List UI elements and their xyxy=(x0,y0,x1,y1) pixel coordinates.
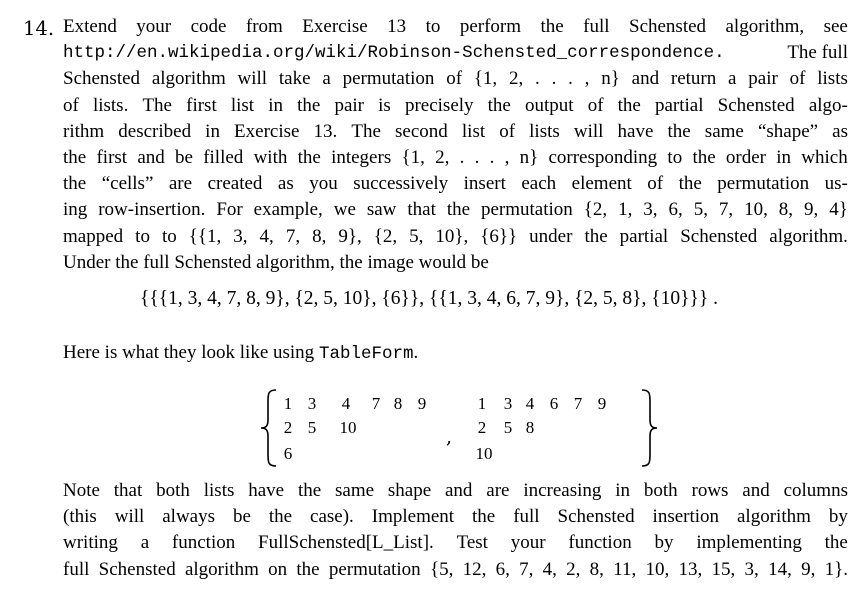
left-cell: 5 xyxy=(307,418,317,437)
left-cell: 1 xyxy=(283,394,293,413)
left-cell: 4 xyxy=(341,394,351,413)
para2-line-1: Note that both lists have the same shape and are increasing in both rows and columns xyxy=(63,480,848,501)
para1-line-8: ing row-insertion. For example, we saw that the permutation {2, 1, 3, 6, 5, 7, 10, 8, 9, 4} xyxy=(63,199,848,221)
para1-line-7: the “cells” are created as you successively insert each element of the permutation us- xyxy=(63,173,848,195)
exercise-paragraph xyxy=(63,14,848,276)
para1-line-4: of lists. The first list in the pair is precisely the output of the partial Schensted algo- xyxy=(63,94,848,116)
para1-line-10-text: Under the full Schensted algorithm, the image would be xyxy=(63,251,489,273)
para1-line-2-tail: The full xyxy=(787,42,848,64)
para2-line-4: full Schensted algorithm on the permutation {5, 12, 6, 7, 4, 2, 8, 11, 10, 13, 15, 3, 14, 9, 1}. xyxy=(63,558,848,580)
left-cell: 10 xyxy=(339,418,357,437)
para1-line-6: the first and be filled with the integers {1, 2, . . . , n} corresponding to the order in which xyxy=(63,147,848,169)
left-cell: 3 xyxy=(307,394,317,413)
right-brace-icon xyxy=(638,388,660,468)
para1-line-9: mapped to to {{1, 3, 4, 7, 8, 9}, {2, 5, 10}, {6}} under the partial Schensted algorithm. xyxy=(63,225,848,247)
right-cell: 4 xyxy=(525,394,535,413)
right-cell: 1 xyxy=(477,394,487,413)
right-cell: 2 xyxy=(477,418,487,437)
display-formula: {{{1, 3, 4, 7, 8, 9}, {2, 5, 10}, {6}}, {{1, 3, 4, 6, 7, 9}, {2, 5, 8}, {10}}} . xyxy=(140,288,718,309)
left-brace-icon xyxy=(258,388,280,468)
right-cell: 8 xyxy=(525,418,535,437)
caption-text: Here is what they look like using xyxy=(63,342,319,363)
tableau-separator: , xyxy=(446,426,453,448)
right-cell: 7 xyxy=(573,394,583,413)
exercise-number: 14. xyxy=(23,17,55,40)
left-cell: 7 xyxy=(371,394,381,413)
para1-line-3: Schensted algorithm will take a permutation of {1, 2, . . . , n} and return a pair of lists xyxy=(63,68,848,90)
note-paragraph xyxy=(63,478,848,583)
tableform-display xyxy=(258,388,658,468)
right-cell: 6 xyxy=(549,394,559,413)
right-cell: 10 xyxy=(475,444,493,463)
left-cell: 9 xyxy=(417,394,427,413)
tableform-caption xyxy=(63,342,418,364)
caption-code: TableForm xyxy=(318,344,414,364)
caption-end: . xyxy=(413,342,419,363)
left-cell: 2 xyxy=(283,418,293,437)
para1-line-2 xyxy=(63,40,848,66)
left-cell: 6 xyxy=(283,444,293,463)
para1-line-5: rithm described in Exercise 13. The second list of lists will have the same “shape” as xyxy=(63,120,848,142)
right-cell: 9 xyxy=(597,394,607,413)
para2-line-2: (this will always be the case). Implement the full Schensted insertion algorithm by xyxy=(63,506,848,528)
para1-line-1: Extend your code from Exercise 13 to perform the full Schensted algorithm, see xyxy=(63,16,848,37)
right-cell: 5 xyxy=(503,418,513,437)
right-cell: 3 xyxy=(503,394,513,413)
left-cell: 8 xyxy=(393,394,403,413)
para1-line-10 xyxy=(63,250,848,276)
para2-line-3: writing a function FullSchensted[L_List]. Test your function by implementing the xyxy=(63,532,848,554)
wikipedia-url[interactable]: http://en.wikipedia.org/wiki/Robinson-Schensted_correspondence. xyxy=(63,43,725,64)
